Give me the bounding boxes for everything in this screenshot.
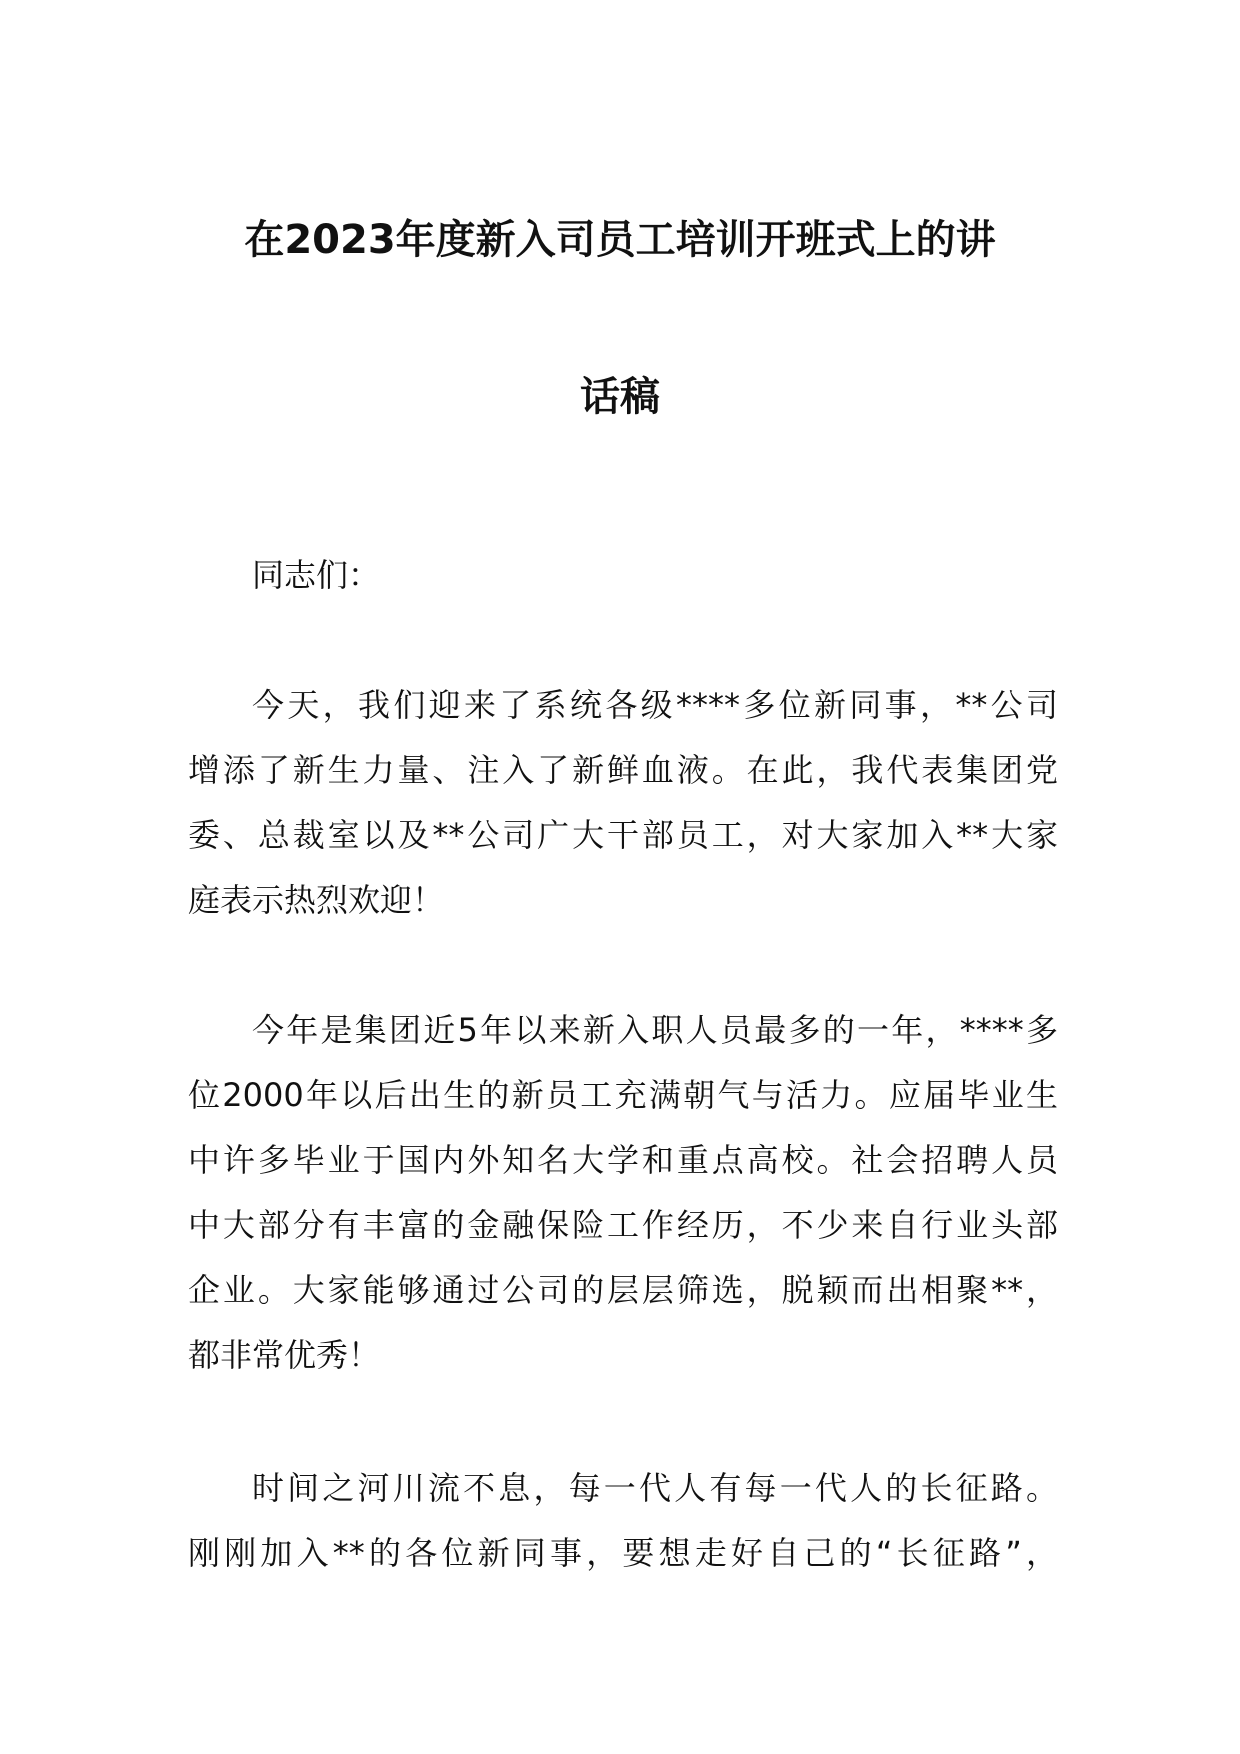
text-line: 刚刚加入**的各位新同事，要想走好自己的“长征路”， [188, 1534, 1058, 1572]
document-title-line-1: 在2023年度新入司员工培训开班式上的讲 [244, 217, 996, 263]
text-line: 中大部分有丰富的金融保险工作经历，不少来自行业头部 [188, 1206, 1058, 1244]
text-line: 今年是集团近5年以来新入职人员最多的一年，****多 [252, 1011, 1058, 1049]
text-line: 增添了新生力量、注入了新鲜血液。在此，我代表集团党 [188, 751, 1058, 789]
text-line: 中许多毕业于国内外知名大学和重点高校。社会招聘人员 [188, 1141, 1058, 1179]
salutation: 同志们： [252, 556, 381, 594]
text-line: 庭表示热烈欢迎！ [188, 881, 445, 919]
text-line: 企业。大家能够通过公司的层层筛选，脱颖而出相聚**， [188, 1271, 1058, 1309]
text-line: 委、总裁室以及**公司广大干部员工，对大家加入**大家 [188, 816, 1058, 854]
text-line: 都非常优秀！ [188, 1336, 381, 1374]
document-title-line-2: 话稿 [580, 374, 660, 420]
text-line: 位2000年以后出生的新员工充满朝气与活力。应届毕业生 [188, 1076, 1058, 1114]
text-line: 时间之河川流不息，每一代人有每一代人的长征路。 [252, 1469, 1058, 1507]
text-line: 今天，我们迎来了系统各级****多位新同事，**公司 [252, 686, 1058, 724]
